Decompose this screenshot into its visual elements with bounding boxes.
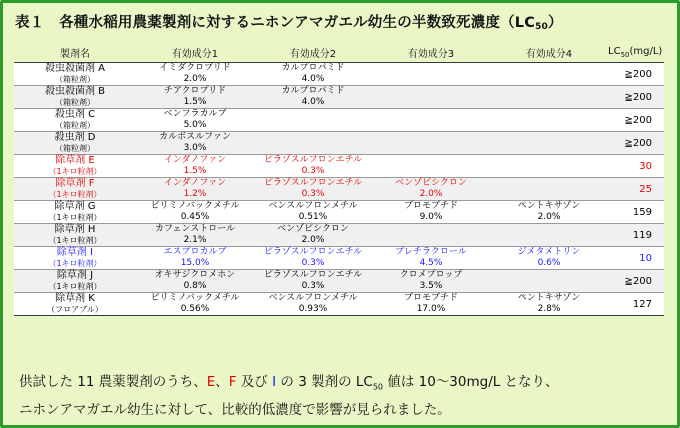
- ingredient-cell: [490, 247, 608, 270]
- ingredient-cell: [254, 201, 372, 224]
- ingredient-percent: 1.5%: [183, 97, 207, 107]
- ingredient-name: エスプロカルブ: [163, 247, 227, 257]
- lc50-value: 127: [608, 293, 664, 316]
- ingredient-percent: 0.8%: [183, 281, 207, 291]
- ingredient-cell: [372, 109, 490, 132]
- note-text-3: 値は 10～30mg/L となり、: [383, 374, 559, 390]
- ingredient-cell: [372, 63, 490, 86]
- ingredient-cell: [136, 178, 254, 201]
- ingredient-percent: 2.1%: [183, 235, 207, 245]
- product-formulation: （1キロ粒剤）: [48, 167, 102, 176]
- ingredient-cell: [372, 201, 490, 224]
- product-name-cell: [14, 63, 136, 86]
- header-lc-sub: 50: [620, 50, 630, 59]
- ingredient-cell: [254, 270, 372, 293]
- title-text: 表１ 各種水稲用農薬製剤に対するニホンアマガエル幼生の半数致死濃度（LC: [15, 15, 536, 31]
- title-close: ）: [548, 15, 563, 31]
- ingredient-cell: [490, 109, 608, 132]
- ingredient-percent: 3.5%: [419, 281, 443, 291]
- ingredient-cell: [490, 86, 608, 109]
- lc50-value: ≧200: [608, 109, 664, 132]
- ingredient-percent: 4.0%: [301, 74, 325, 84]
- ingredient-cell: [490, 270, 608, 293]
- product-name-cell: [14, 247, 136, 270]
- ingredient-cell: [490, 132, 608, 155]
- ingredient-cell: [372, 178, 490, 201]
- ingredient-name: ピラゾスルフロンエチル: [263, 155, 363, 165]
- lc50-value: 10: [608, 247, 664, 270]
- product-formulation: （1キロ粒剤）: [48, 282, 102, 291]
- ingredient-name: ベンスルフロンメチル: [268, 293, 358, 303]
- note-text-1: 供試した 11 農薬製剤のうち、: [19, 374, 207, 390]
- ingredient-cell: [490, 155, 608, 178]
- ingredient-percent: 0.3%: [301, 258, 325, 268]
- lc50-value: 119: [608, 224, 664, 247]
- product-name-cell: [14, 270, 136, 293]
- ingredient-name: チアクロプリド: [163, 86, 227, 96]
- ingredient-cell: [254, 63, 372, 86]
- product-name: 殺虫剤 C: [54, 109, 96, 120]
- ingredient-name: イミダクロプリド: [159, 63, 231, 73]
- ingredient-percent: 9.0%: [419, 212, 443, 222]
- ingredient-cell: [372, 270, 490, 293]
- note-subscript: 50: [372, 382, 384, 392]
- header-lc-label: LC: [608, 45, 621, 57]
- lc50-table: [14, 42, 664, 316]
- note-separator: 、: [215, 374, 229, 390]
- ingredient-percent: 1.2%: [183, 189, 207, 199]
- product-formulation: （箱粒剤）: [55, 144, 95, 153]
- product-name: 除草剤 I: [56, 247, 94, 258]
- product-name: 除草剤 G: [54, 201, 96, 212]
- product-name-cell: [14, 201, 136, 224]
- product-formulation: （1キロ粒剤）: [48, 259, 102, 268]
- table-row: [14, 178, 664, 201]
- header-ingredient-3: 有効成分3: [372, 42, 490, 63]
- ingredient-percent: 2.0%: [537, 212, 561, 222]
- header-lc-unit: (mg/L): [629, 45, 663, 57]
- ingredient-cell: [136, 63, 254, 86]
- ingredient-name: ピリミノバックメチル: [150, 201, 240, 211]
- note-highlight-e: E: [206, 374, 216, 390]
- ingredient-cell: [372, 86, 490, 109]
- ingredient-name: ブロモブチド: [403, 293, 458, 303]
- product-name-cell: [14, 86, 136, 109]
- ingredient-cell: [254, 109, 372, 132]
- product-name: 除草剤 E: [55, 155, 95, 166]
- ingredient-cell: [490, 63, 608, 86]
- ingredient-name: ベンスルフロンメチル: [268, 201, 358, 211]
- note-line-2: ニホンアマガエル幼生に対して、比較的低濃度で影響が見られました。: [19, 401, 451, 418]
- ingredient-cell: [136, 132, 254, 155]
- product-formulation: （箱粒剤）: [55, 98, 95, 107]
- ingredient-cell: [254, 86, 372, 109]
- ingredient-percent: 0.56%: [180, 304, 210, 314]
- ingredient-cell: [254, 224, 372, 247]
- title-subscript: 50: [535, 22, 549, 32]
- ingredient-percent: 0.93%: [298, 304, 328, 314]
- ingredient-cell: [372, 293, 490, 316]
- footnote: [19, 371, 669, 422]
- lc50-value: 159: [608, 201, 664, 224]
- product-formulation: （箱粒剤）: [55, 121, 95, 130]
- header-lc50: [608, 42, 664, 63]
- table-row: [14, 201, 664, 224]
- product-formulation: （箱粒剤）: [55, 75, 95, 84]
- note-text-2: の 3 製剤の LC: [276, 374, 373, 390]
- product-name: 除草剤 F: [55, 178, 95, 189]
- table-body: [14, 63, 664, 316]
- product-name: 殺虫剤 D: [54, 132, 96, 143]
- lc50-value: ≧200: [608, 86, 664, 109]
- product-name: 除草剤 K: [55, 293, 95, 304]
- ingredient-percent: 3.0%: [183, 143, 207, 153]
- ingredient-cell: [136, 109, 254, 132]
- product-formulation: （1キロ粒剤）: [48, 236, 102, 245]
- product-name-cell: [14, 109, 136, 132]
- ingredient-name: ベンフラカルブ: [163, 109, 227, 119]
- ingredient-cell: [372, 224, 490, 247]
- table-row: [14, 109, 664, 132]
- ingredient-name: ピラゾスルフロンエチル: [263, 270, 363, 280]
- ingredient-name: ペントキサゾン: [517, 293, 581, 303]
- ingredient-cell: [254, 155, 372, 178]
- ingredient-cell: [254, 178, 372, 201]
- product-formulation: （1キロ粒剤）: [48, 190, 102, 199]
- ingredient-cell: [254, 247, 372, 270]
- ingredient-name: カフェンストロール: [154, 224, 236, 234]
- table-row: [14, 63, 664, 86]
- table-row: [14, 270, 664, 293]
- ingredient-percent: 1.5%: [183, 166, 207, 176]
- ingredient-cell: [136, 201, 254, 224]
- ingredient-percent: 17.0%: [416, 304, 446, 314]
- product-name: 除草剤 H: [54, 224, 96, 235]
- header-ingredient-2: 有効成分2: [254, 42, 372, 63]
- header-product: 製剤名: [14, 42, 136, 63]
- lc50-value: ≧200: [608, 132, 664, 155]
- ingredient-percent: 2.0%: [419, 189, 443, 199]
- note-highlight-i: I: [272, 374, 277, 390]
- ingredient-name: ジメタメトリン: [517, 247, 581, 257]
- ingredient-cell: [254, 132, 372, 155]
- ingredient-name: カルプロパミド: [281, 63, 345, 73]
- lc50-value: ≧200: [608, 270, 664, 293]
- ingredient-percent: 0.3%: [301, 189, 325, 199]
- ingredient-cell: [372, 155, 490, 178]
- ingredient-percent: 0.51%: [298, 212, 328, 222]
- ingredient-percent: 0.45%: [180, 212, 210, 222]
- ingredient-name: ベンゾビシクロン: [277, 224, 349, 234]
- product-name: 殺虫殺菌剤 A: [44, 63, 106, 74]
- ingredient-cell: [136, 86, 254, 109]
- ingredient-cell: [490, 178, 608, 201]
- ingredient-percent: 0.6%: [537, 258, 561, 268]
- ingredient-name: ベンゾビシクロン: [395, 178, 467, 188]
- ingredient-percent: 0.3%: [301, 166, 325, 176]
- ingredient-cell: [136, 293, 254, 316]
- product-name-cell: [14, 224, 136, 247]
- ingredient-cell: [136, 247, 254, 270]
- ingredient-cell: [136, 224, 254, 247]
- table-row: [14, 86, 664, 109]
- table-row: [14, 247, 664, 270]
- ingredient-name: ペントキサゾン: [517, 201, 581, 211]
- table-row: [14, 132, 664, 155]
- ingredient-cell: [136, 270, 254, 293]
- note-highlight-f: F: [228, 374, 237, 390]
- lc50-value: 25: [608, 178, 664, 201]
- ingredient-cell: [490, 293, 608, 316]
- ingredient-cell: [372, 132, 490, 155]
- ingredient-percent: 15.0%: [180, 258, 210, 268]
- ingredient-percent: 4.5%: [419, 258, 443, 268]
- ingredient-percent: 2.0%: [183, 74, 207, 84]
- ingredient-percent: 5.0%: [183, 120, 207, 130]
- ingredient-percent: 0.3%: [301, 281, 325, 291]
- lc50-value: ≧200: [608, 63, 664, 86]
- header-ingredient-1: 有効成分1: [136, 42, 254, 63]
- product-name-cell: [14, 178, 136, 201]
- note-and: 及び: [236, 374, 273, 390]
- table-title: [15, 11, 563, 32]
- table-header-row: [14, 42, 664, 63]
- product-name: 除草剤 J: [56, 270, 94, 281]
- ingredient-cell: [490, 224, 608, 247]
- product-name-cell: [14, 293, 136, 316]
- product-formulation: （1キロ粒剤）: [48, 213, 102, 222]
- header-ingredient-4: 有効成分4: [490, 42, 608, 63]
- ingredient-name: ピラゾスルフロンエチル: [263, 178, 363, 188]
- ingredient-cell: [136, 155, 254, 178]
- ingredient-cell: [372, 247, 490, 270]
- ingredient-cell: [254, 293, 372, 316]
- ingredient-percent: 2.0%: [301, 235, 325, 245]
- ingredient-name: ピラゾスルフロンエチル: [263, 247, 363, 257]
- ingredient-name: ピリミノバックメチル: [150, 293, 240, 303]
- ingredient-name: インダノファン: [163, 178, 227, 188]
- product-formulation: （フロアブル）: [47, 305, 103, 314]
- ingredient-percent: 4.0%: [301, 97, 325, 107]
- ingredient-name: オキサジクロメホン: [154, 270, 236, 280]
- ingredient-name: クロメプロップ: [399, 270, 463, 280]
- product-name-cell: [14, 155, 136, 178]
- table-row: [14, 224, 664, 247]
- ingredient-name: カルボスルファン: [159, 132, 231, 142]
- ingredient-name: ブロモブチド: [403, 201, 458, 211]
- ingredient-name: カルプロパミド: [281, 86, 345, 96]
- ingredient-name: インダノファン: [163, 155, 227, 165]
- lc50-value: 30: [608, 155, 664, 178]
- table-row: [14, 155, 664, 178]
- ingredient-cell: [490, 201, 608, 224]
- ingredient-name: プレチラクロール: [395, 247, 467, 257]
- product-name: 殺虫殺菌剤 B: [44, 86, 106, 97]
- ingredient-percent: 2.8%: [537, 304, 561, 314]
- product-name-cell: [14, 132, 136, 155]
- table-row: [14, 293, 664, 316]
